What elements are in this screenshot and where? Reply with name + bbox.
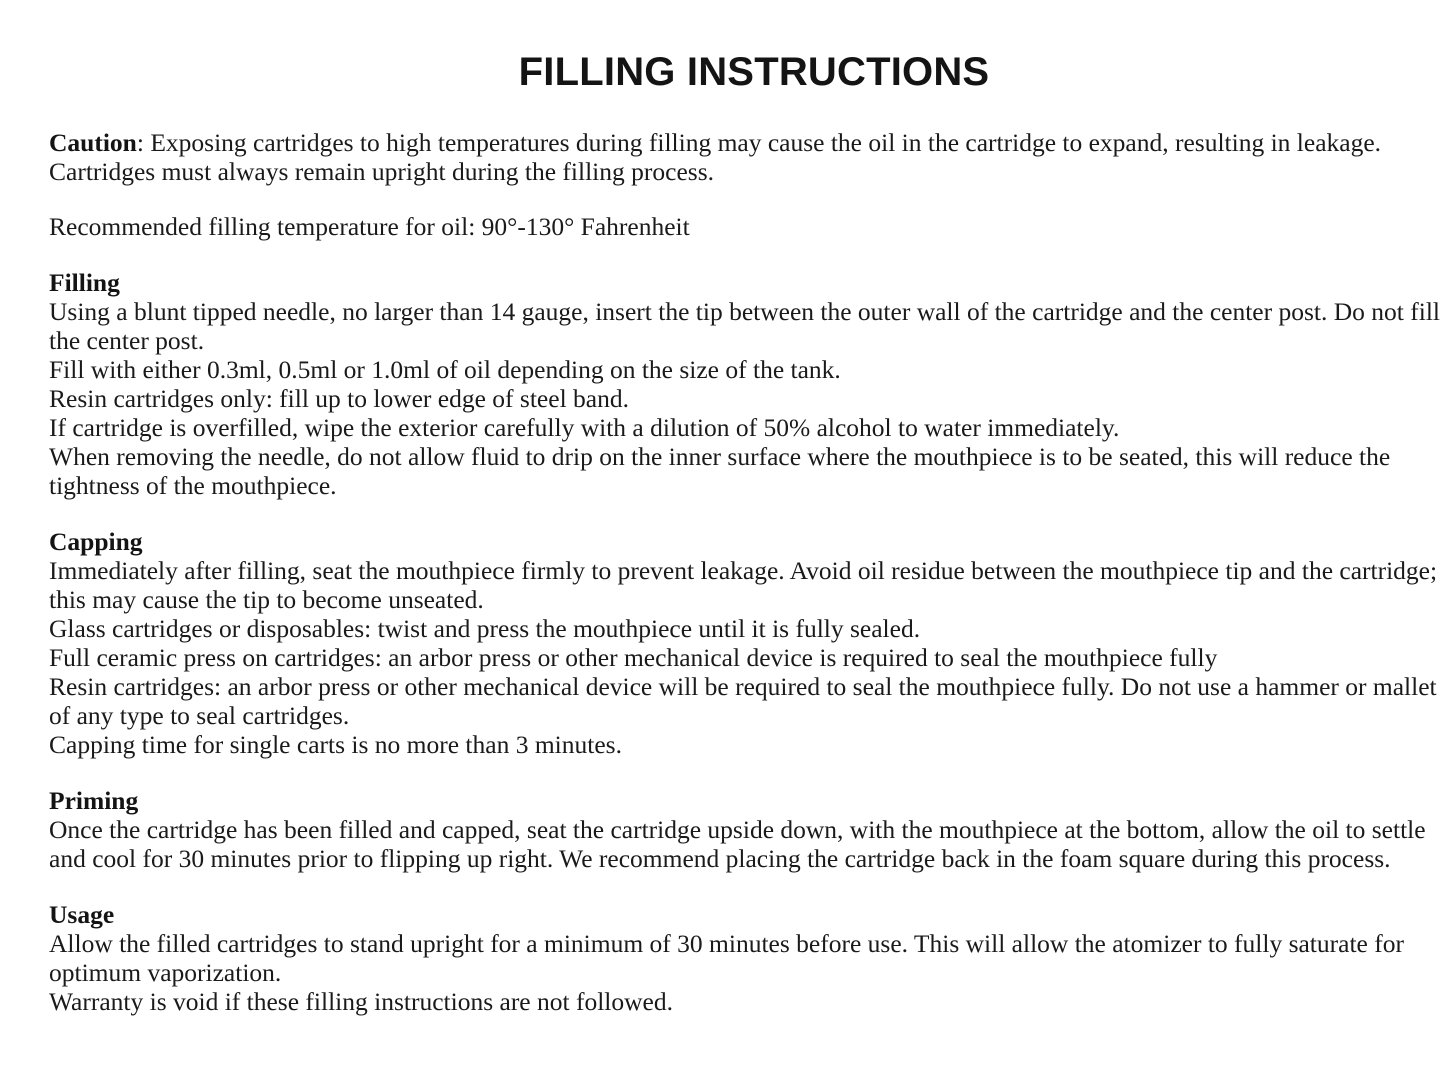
usage-line: Allow the filled cartridges to stand upright for a minimum of 30 minutes before use. This will allow the atomizer to fully saturate for optimum vaporization.	[49, 929, 1404, 987]
section-heading-priming: Priming	[49, 786, 139, 815]
filling-line: Fill with either 0.3ml, 0.5ml or 1.0ml of oil depending on the size of the tank.	[49, 355, 841, 384]
caution-text: : Exposing cartridges to high temperatures during filling may cause the oil in the cartridge to expand, resulting in leakage. Cartridges must always remain upright during the filling process.	[49, 128, 1382, 186]
filling-line: If cartridge is overfilled, wipe the exterior carefully with a dilution of 50% alcohol to water immediately.	[49, 413, 1120, 442]
section-capping	[49, 527, 1441, 759]
usage-line: Warranty is void if these filling instructions are not followed.	[49, 987, 673, 1016]
section-heading-filling: Filling	[49, 268, 120, 297]
caution-label: Caution	[49, 128, 137, 157]
capping-line: Resin cartridges: an arbor press or other mechanical device will be required to seal the mouthpiece fully. Do not use a hammer or mallet of any type to seal cartridges.	[49, 672, 1437, 730]
section-filling	[49, 268, 1441, 500]
page-title: FILLING INSTRUCTIONS	[518, 50, 990, 94]
filling-line: When removing the needle, do not allow fluid to drip on the inner surface where the mouthpiece is to be seated, this will reduce the tightness of the mouthpiece.	[49, 442, 1391, 500]
capping-line: Immediately after filling, seat the mouthpiece firmly to prevent leakage. Avoid oil residue between the mouthpiece tip and the cartridge; this may cause the tip to become unseated.	[49, 556, 1438, 614]
caution-paragraph	[49, 128, 1441, 186]
filling-line: Using a blunt tipped needle, no larger than 14 gauge, insert the tip between the outer wall of the cartridge and the center post. Do not fill the center post.	[49, 297, 1440, 355]
section-heading-usage: Usage	[49, 900, 115, 929]
document-body	[49, 128, 1441, 1016]
section-priming	[49, 786, 1441, 873]
capping-line: Capping time for single carts is no more than 3 minutes.	[49, 730, 622, 759]
capping-line: Glass cartridges or disposables: twist and press the mouthpiece until it is fully sealed.	[49, 614, 921, 643]
section-usage	[49, 900, 1441, 1016]
filling-line: Resin cartridges only: fill up to lower edge of steel band.	[49, 384, 629, 413]
section-heading-capping: Capping	[49, 527, 143, 556]
priming-line: Once the cartridge has been filled and capped, seat the cartridge upside down, with the mouthpiece at the bottom, allow the oil to settle and cool for 30 minutes prior to flipping up right. We recommend placing the cartridge back in the foam square during this process.	[49, 815, 1426, 873]
capping-line: Full ceramic press on cartridges: an arbor press or other mechanical device is required to seal the mouthpiece fully	[49, 643, 1218, 672]
temperature-note: Recommended filling temperature for oil: 90°-130° Fahrenheit	[49, 212, 690, 241]
